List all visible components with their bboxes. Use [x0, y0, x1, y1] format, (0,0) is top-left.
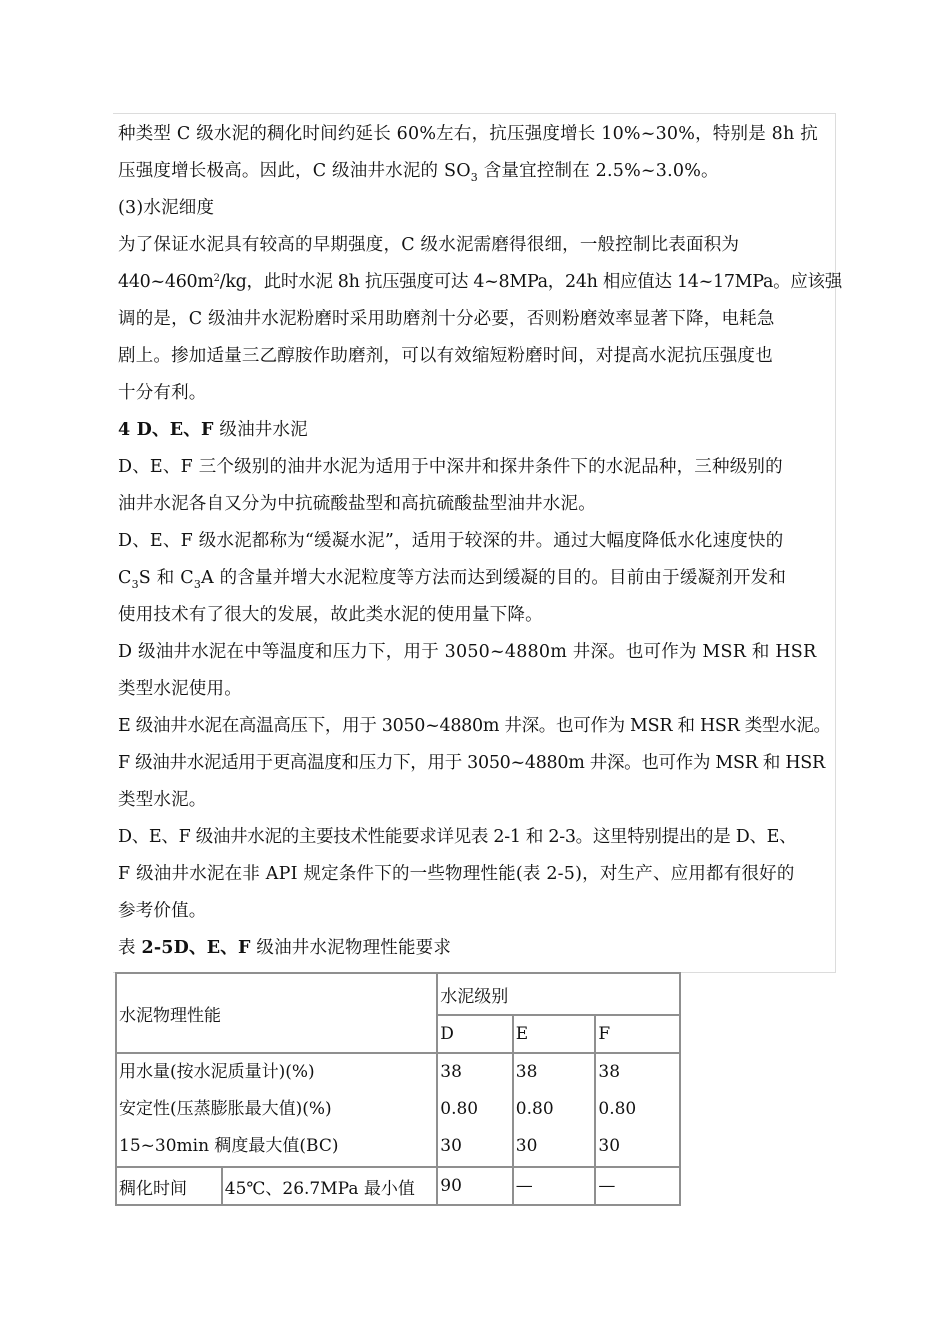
grade-d-header: [437, 1015, 513, 1053]
text-span: C: [118, 568, 132, 588]
header-property: 水泥物理性能: [119, 1005, 221, 1026]
grade-label: D: [440, 1024, 454, 1044]
text-span: 表: [118, 938, 142, 958]
paragraph-line: [118, 819, 838, 856]
grade-d-values: [437, 1053, 513, 1167]
text-span: D、E、F 级水泥都称为“缓凝水泥”，适用于较深的井。通过大幅度降低水化速度快的: [118, 531, 784, 551]
section-heading: [118, 190, 838, 227]
text-span: (3)水泥细度: [118, 198, 215, 218]
value: 38: [440, 1062, 462, 1082]
document-body: [118, 116, 842, 967]
paragraph-line: [118, 523, 838, 560]
text-span: 类型水泥使用。: [118, 679, 242, 699]
thickening-condition-cell: [222, 1167, 438, 1205]
text-span: D、E、F 级油井水泥的主要技术性能要求详见表 2-1 和 2-3。这里特别提出的是 D、E、: [118, 827, 797, 847]
table-caption: [118, 930, 838, 967]
property-label: 稠化时间: [119, 1178, 187, 1199]
value: 0.80: [440, 1099, 479, 1119]
paragraph-line: [118, 671, 838, 708]
table-row: [116, 1053, 680, 1167]
text-span: E 级油井水泥在高温高压下，用于 3050~4880m 井深。也可作为 MSR 和 HSR 类型水泥。: [118, 716, 831, 736]
grade-label: E: [515, 1024, 529, 1044]
text-span: 440~460m: [118, 272, 214, 292]
text-span: 十分有利。: [118, 383, 207, 403]
condition-label: 45℃、26.7MPa 最小值: [224, 1178, 415, 1199]
header-grade: 水泥级别: [440, 986, 509, 1007]
paragraph-line: [118, 116, 838, 153]
text-span: D、E、F 三个级别的油井水泥为适用于中深井和探井条件下的水泥品种，三种级别的: [118, 457, 783, 477]
subscript: 3: [193, 578, 202, 591]
paragraph-line: [118, 745, 838, 782]
text-span: 剧上。掺加适量三乙醇胺作助磨剂，可以有效缩短粉磨时间，对提高水泥抗压强度也: [118, 346, 773, 366]
paragraph-line: [118, 634, 838, 671]
value: 0.80: [598, 1099, 637, 1119]
subscript: 3: [131, 578, 139, 591]
text-span: 使用技术有了很大的发展，故此类水泥的使用量下降。: [118, 605, 543, 625]
paragraph-line: [118, 301, 838, 338]
grade-e-values: [513, 1053, 596, 1167]
value: 90: [440, 1176, 462, 1196]
text-span: 类型水泥。: [118, 790, 207, 810]
header-grade-cell: [437, 973, 680, 1015]
physical-properties-table: [115, 972, 681, 1206]
text-span: F 级油井水泥在非 API 规定条件下的一些物理性能(表 2-5)，对生产、应用都有很好的: [118, 864, 795, 884]
property-label: 安定性(压蒸膨胀最大值)(%): [119, 1099, 332, 1119]
paragraph-line: [118, 782, 838, 819]
property-label: 用水量(按水泥质量计)(%): [119, 1062, 315, 1082]
value: 0.80: [515, 1099, 554, 1119]
text-span: A 的含量并增大水泥粒度等方法而达到缓凝的目的。目前由于缓凝剂开发和: [201, 568, 787, 588]
text-span: D 级油井水泥在中等温度和压力下，用于 3050~4880m 井深。也可作为 MSR 和 HSR: [118, 642, 817, 662]
thickening-e-cell: [513, 1167, 596, 1205]
paragraph-line: [118, 856, 838, 893]
table-row: [116, 1167, 680, 1205]
property-labels-cell: [116, 1053, 437, 1167]
thickening-label-cell: [116, 1167, 222, 1205]
header-property-cell: [116, 973, 437, 1053]
paragraph-line: [118, 708, 838, 745]
text-span: 种类型 C 级水泥的稠化时间约延长 60%左右，抗压强度增长 10%~30%，特别是 8h 抗: [118, 124, 818, 144]
paragraph-line: [118, 597, 838, 634]
paragraph-line: [118, 338, 838, 375]
text-span: 压强度增长极高。因此，C 级油井水泥的 SO: [118, 161, 471, 181]
paragraph-line: [118, 560, 838, 597]
text-span: 含量宜控制在 2.5%~3.0%。: [477, 161, 719, 181]
text-span: 为了保证水泥具有较高的早期强度，C 级水泥需磨得很细，一般控制比表面积为: [118, 235, 740, 255]
paragraph-line: [118, 227, 838, 264]
text-span: 油井水泥各自又分为中抗硫酸盐型和高抗硫酸盐型油井水泥。: [118, 494, 596, 514]
value: 38: [515, 1062, 538, 1082]
text-span: 级油井水泥物理性能要求: [250, 938, 452, 958]
paragraph-line: [118, 153, 838, 190]
grade-f-header: [595, 1015, 680, 1053]
value: 30: [440, 1136, 462, 1156]
section-heading: [118, 412, 838, 449]
text-span: 参考价值。: [118, 901, 207, 921]
table-header-row: [116, 973, 680, 1015]
paragraph-line: [118, 893, 838, 930]
value: 38: [598, 1062, 621, 1082]
paragraph-line: [118, 375, 838, 412]
superscript: 2: [213, 273, 220, 284]
paragraph-line: [118, 486, 838, 523]
grade-f-values: [595, 1053, 680, 1167]
value: 30: [515, 1136, 538, 1156]
thickening-d-cell: [437, 1167, 513, 1205]
value: —: [598, 1176, 616, 1196]
heading-number: 4 D、E、F: [118, 420, 214, 440]
thickening-f-cell: [595, 1167, 680, 1205]
paragraph-line: [118, 449, 838, 486]
grade-label: F: [598, 1024, 611, 1044]
paragraph-line: [118, 264, 842, 301]
text-span: 级油井水泥: [213, 420, 308, 440]
subscript: 3: [470, 171, 478, 184]
caption-number: 2-5D、E、F: [141, 938, 251, 958]
property-label: 15~30min 稠度最大值(BC): [119, 1136, 339, 1156]
text-span: /kg，此时水泥 8h 抗压强度可达 4~8MPa，24h 相应值达 14~17MPa。应该强: [219, 272, 842, 292]
grade-e-header: [513, 1015, 596, 1053]
text-span: S 和 C: [138, 568, 194, 588]
text-span: 调的是，C 级油井水泥粉磨时采用助磨剂十分必要，否则粉磨效率显著下降，电耗急: [118, 309, 775, 329]
value: —: [515, 1176, 533, 1196]
text-span: F 级油井水泥适用于更高温度和压力下，用于 3050~4880m 井深。也可作为 MSR 和 HSR: [118, 753, 825, 773]
value: 30: [598, 1136, 621, 1156]
